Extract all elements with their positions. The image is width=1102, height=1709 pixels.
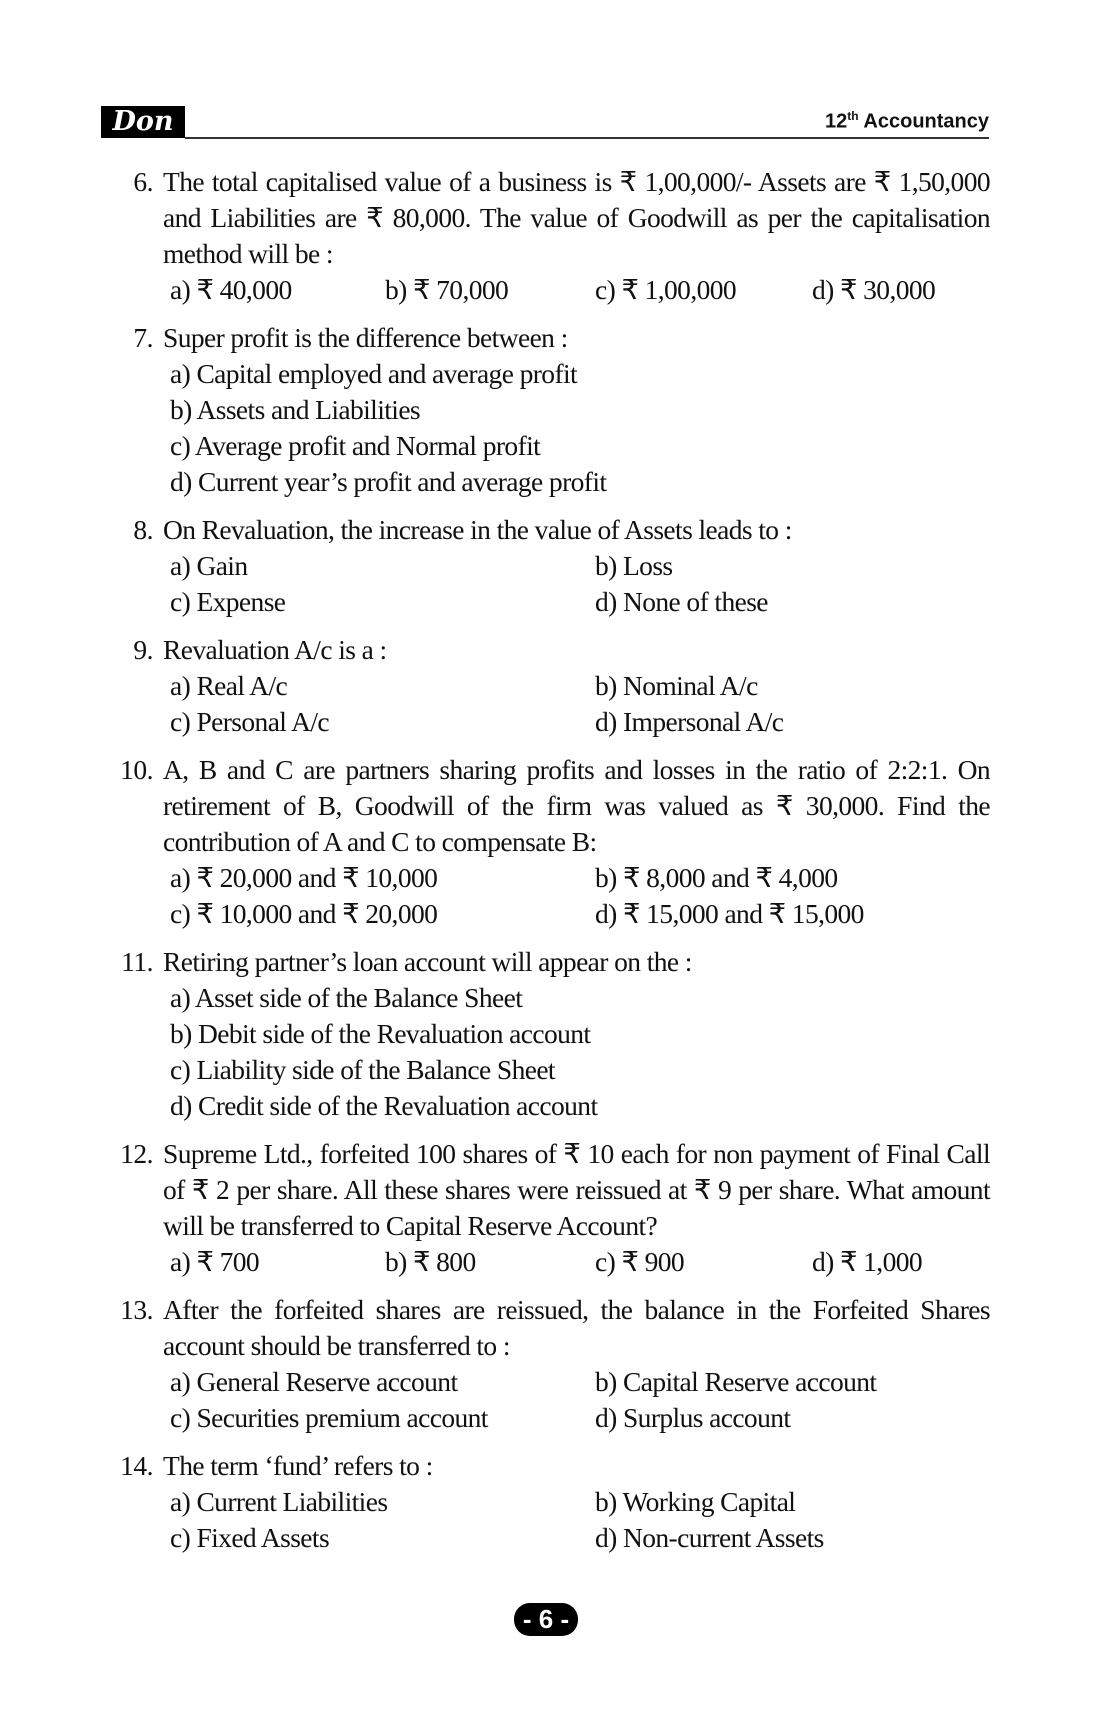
subject-grade: 12 [825,110,848,133]
option-d: d) Non-current Assets [595,1522,824,1553]
option-b: b) ₹ 8,000 and ₹ 4,000 [595,862,838,893]
option-d: d) Surplus account [595,1402,791,1433]
question-text: A, B and C are partners sharing profits and losses in the ratio of 2:2:1. On retirement of B, Goodwill of the firm was valued as ₹ 30,000. Find the contribution of A and C to compensate B: [163,754,990,857]
question-text: Super profit is the difference between : [163,322,568,353]
option-d: d) ₹ 1,000 [812,1246,923,1277]
question-number: 9. [133,634,153,665]
option-a: a) ₹ 40,000 [170,274,292,305]
question-number: 10. [120,754,153,785]
option-c: c) Average profit and Normal profit [170,430,541,461]
question-number: 13. [120,1294,153,1325]
option-d: d) Impersonal A/c [595,706,784,737]
option-d: d) ₹ 30,000 [812,274,936,305]
option-d: d) Current year’s profit and average profit [170,466,607,497]
options [170,1244,990,1280]
question-8 [110,512,990,548]
options [170,1364,990,1436]
question-text: Retiring partner’s loan account will appear on the : [163,946,692,977]
question-number: 14. [120,1450,153,1481]
option-b: b) Capital Reserve account [595,1366,877,1397]
question-list [110,164,990,1556]
question-11 [110,944,990,980]
question-number: 8. [133,514,153,545]
option-a: a) Gain [170,550,248,581]
question-text: Revaluation A/c is a : [163,634,387,665]
option-a: a) Current Liabilities [170,1486,388,1517]
question-number: 11. [121,946,153,977]
options [170,272,990,308]
question-10 [110,752,990,860]
question-number: 12. [120,1138,153,1169]
option-b: b) Loss [595,550,673,581]
subject-name: Accountancy [863,110,989,133]
options [170,1484,990,1556]
option-a: a) General Reserve account [170,1366,458,1397]
don-logo: Don [101,106,185,138]
option-a: a) ₹ 700 [170,1246,260,1277]
question-14 [110,1448,990,1484]
options [170,356,990,500]
options [170,548,990,620]
options [170,980,990,1124]
option-c: c) Personal A/c [170,706,330,737]
option-a: a) Capital employed and average profit [170,358,578,389]
question-text: Supreme Ltd., forfeited 100 shares of ₹ 10 each for non payment of Final Call of ₹ 2 per share. All these shares were reissued at ₹ 9 per share. What amount will be transferred to Capital Reserve Account? [163,1138,990,1241]
option-c: c) Fixed Assets [170,1522,330,1553]
option-c: c) Securities premium account [170,1402,488,1433]
subject-grade-suffix: th [847,109,859,123]
option-c: c) ₹ 1,00,000 [595,274,737,305]
option-c: c) ₹ 10,000 and ₹ 20,000 [170,898,438,929]
header-rule [185,137,989,139]
question-text: After the forfeited shares are reissued, the balance in the Forfeited Shares account should be transferred to : [163,1294,990,1361]
option-a: a) Real A/c [170,670,288,701]
options [170,860,990,932]
option-d: d) Credit side of the Revaluation account [170,1090,598,1121]
question-7 [110,320,990,356]
option-d: d) None of these [595,586,768,617]
question-6 [110,164,990,272]
option-d: d) ₹ 15,000 and ₹ 15,000 [595,898,864,929]
question-number: 7. [133,322,153,353]
question-12 [110,1136,990,1244]
option-b: b) ₹ 800 [385,1246,476,1277]
question-text: The total capitalised value of a business is ₹ 1,00,000/- Assets are ₹ 1,50,000 and Liabilities are ₹ 80,000. The value of Goodwill as per the capitalisation method will be : [163,166,990,269]
question-text: On Revaluation, the increase in the value of Assets leads to : [163,514,792,545]
option-c: c) ₹ 900 [595,1246,685,1277]
page-number: - 6 - [514,1603,578,1636]
option-b: b) Nominal A/c [595,670,758,701]
page-header [101,106,989,140]
question-13 [110,1292,990,1364]
question-9 [110,632,990,668]
option-b: b) Debit side of the Revaluation account [170,1018,591,1049]
option-b: b) Working Capital [595,1486,796,1517]
option-b: b) ₹ 70,000 [385,274,509,305]
option-a: a) ₹ 20,000 and ₹ 10,000 [170,862,438,893]
option-c: c) Expense [170,586,286,617]
options [170,668,990,740]
option-b: b) Assets and Liabilities [170,394,421,425]
option-a: a) Asset side of the Balance Sheet [170,982,523,1013]
option-c: c) Liability side of the Balance Sheet [170,1054,555,1085]
subject-title [825,109,989,134]
question-number: 6. [133,166,153,197]
question-text: The term ‘fund’ refers to : [163,1450,433,1481]
